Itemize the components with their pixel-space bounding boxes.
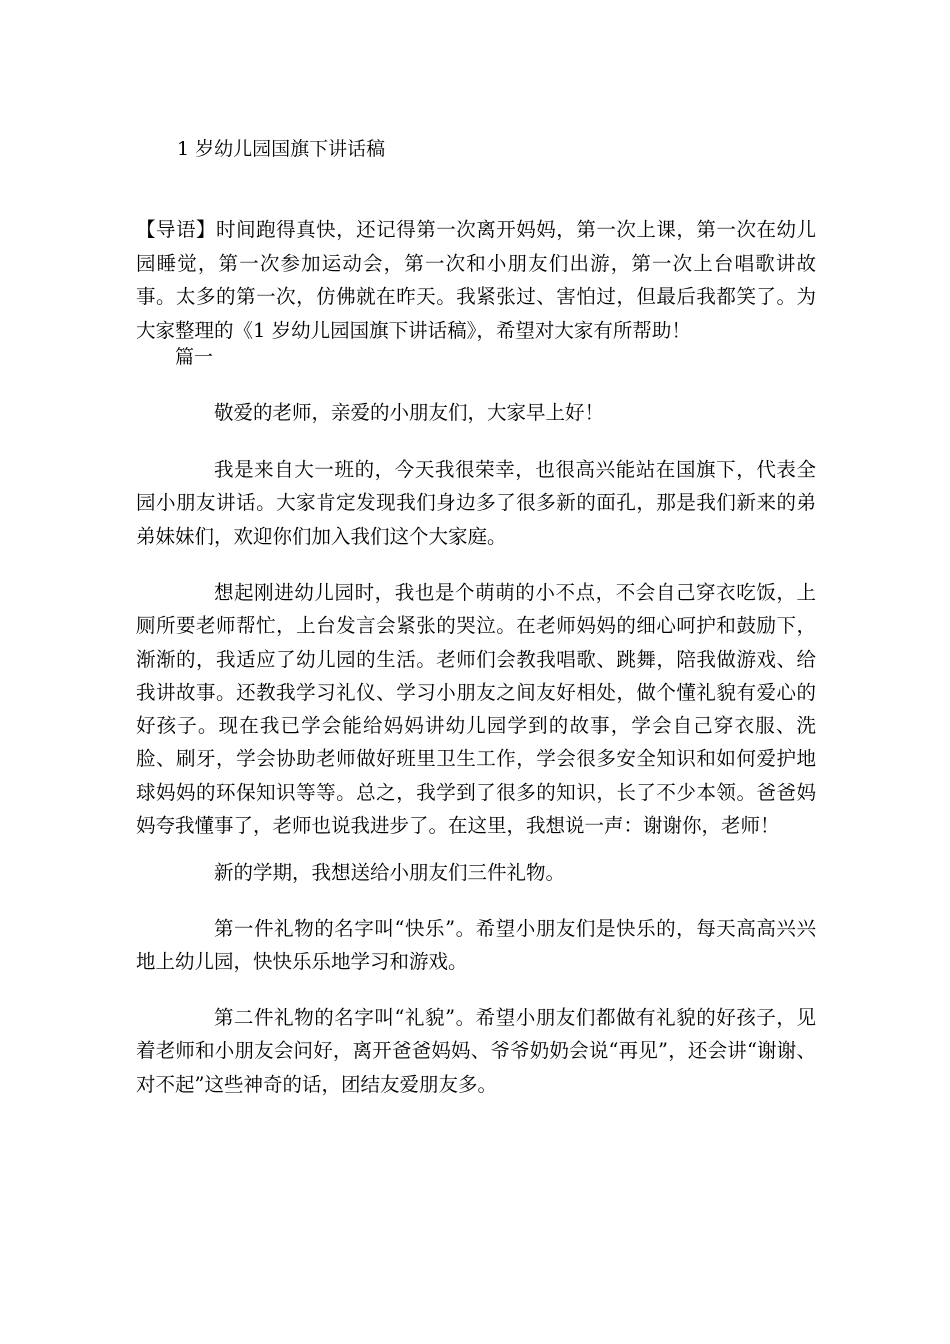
- document-title: 1 岁幼儿园国旗下讲话稿: [177, 138, 386, 160]
- intro-paragraph: 【导语】时间跑得真快，还记得第一次离开妈妈，第一次上课，第一次在幼儿园睡觉，第一次参加运动会，第一次和小朋友们出游，第一次上台唱歌讲故事。太多的第一次，仿佛就在昨天。我紧张过、害怕过，但最后我都笑了。为大家整理的《1 岁幼儿园国旗下讲话稿》，希望对大家有所帮助！: [136, 218, 816, 342]
- paragraph-gifts-intro: 新的学期，我想送给小朋友们三件礼物。: [214, 861, 566, 884]
- paragraph-introduction: 我是来自大一班的，今天我很荣幸，也很高兴能站在国旗下，代表全园小朋友讲话。大家肯定发现我们身边多了很多新的面孔，那是我们新来的弟弟妹妹们，欢迎你们加入我们这个大家庭。: [136, 458, 816, 548]
- section-heading: 篇一: [175, 346, 214, 368]
- paragraph-greeting: 敬爱的老师，亲爱的小朋友们，大家早上好！: [214, 401, 605, 424]
- paragraph-gift-politeness: 第二件礼物的名字叫“礼貌”。希望小朋友们都做有礼貌的好孩子，见着老师和小朋友会问好，离开爸爸妈妈、爷爷奶奶会说“再见”，还会讲“谢谢、对不起”这些神奇的话，团结友爱朋友多。: [136, 1006, 816, 1096]
- paragraph-memories: 想起刚进幼儿园时，我也是个萌萌的小不点，不会自己穿衣吃饭，上厕所要老师帮忙，上台发言会紧张的哭泣。在老师妈妈的细心呵护和鼓励下，渐渐的，我适应了幼儿园的生活。老师们会教我唱歌、跳舞，陪我做游戏、给我讲故事。还教我学习礼仪、学习小朋友之间友好相处，做个懂礼貌有爱心的好孩子。现在我已学会能给妈妈讲幼儿园学到的故事，学会自己穿衣服、洗脸、刷牙，学会协助老师做好班里卫生工作，学会很多安全知识和如何爱护地球妈妈的环保知识等等。总之，我学到了很多的知识，长了不少本领。爸爸妈妈夸我懂事了，老师也说我进步了。在这里，我想说一声：谢谢你，老师！: [136, 581, 816, 838]
- paragraph-gift-happiness: 第一件礼物的名字叫“快乐”。希望小朋友们是快乐的，每天高高兴兴地上幼儿园，快快乐乐地学习和游戏。: [136, 917, 816, 974]
